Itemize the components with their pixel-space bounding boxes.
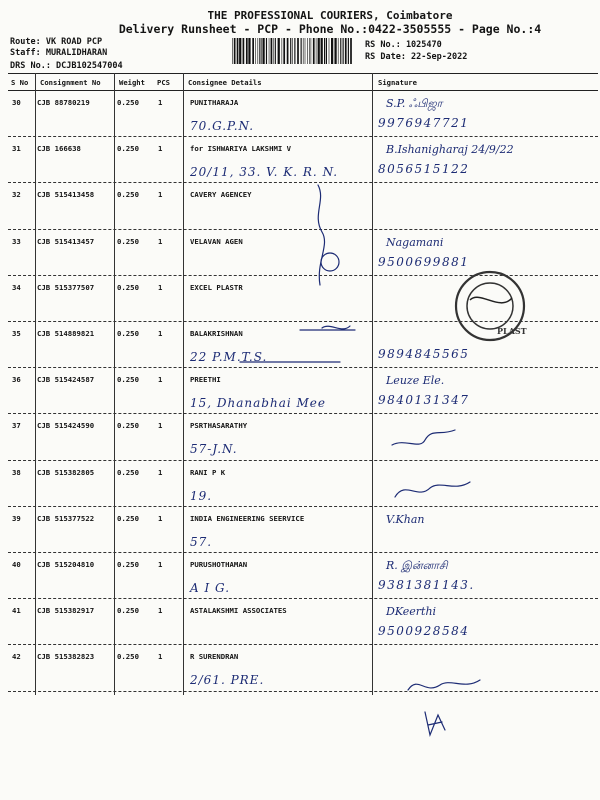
consignee-name: EXCEL PLASTR [190, 282, 243, 292]
consignee-name: PUNITHARAJA [190, 98, 239, 107]
consignment-number: CJB 88780219 [37, 98, 90, 107]
handwritten-signature: S.P. ஃபிஜா [386, 97, 443, 110]
circled-number [321, 253, 339, 271]
consignee-name: PSRTHASARATHY [190, 421, 248, 431]
consignee-name: ASTALAKSHMI ASSOCIATES [190, 606, 287, 616]
row-pcs: 1 [158, 421, 163, 431]
consignee-name: PREETHI [190, 375, 221, 385]
consignment-number: CJB 515382823 [37, 652, 95, 662]
signature-stroke-37 [392, 430, 455, 445]
handwritten-address: 2/61. PRE. [190, 673, 265, 688]
consignee-name: VELAVAN AGEN [190, 236, 243, 246]
handwritten-phone: 8056515122 [378, 162, 470, 177]
handwritten-phone: 9894845565 [378, 347, 470, 361]
handwritten-address: A I G. [190, 581, 231, 595]
row-weight: 0.250 [117, 190, 139, 200]
signature-stroke-38 [395, 482, 470, 497]
handwritten-address: 57-J.N. [190, 442, 238, 457]
handwritten-address: 19. [190, 488, 213, 503]
signature-stroke-42 [408, 680, 480, 690]
row-pcs: 1 [158, 236, 163, 246]
row-weight: 0.250 [117, 282, 139, 292]
row-pcs: 1 [158, 467, 163, 477]
consignment-number: CJB 515204810 [37, 560, 95, 569]
row-sno: 30 [12, 98, 21, 107]
row-weight: 0.250 [117, 329, 139, 338]
row-pcs: 1 [158, 560, 163, 569]
row-weight: 0.250 [117, 98, 139, 107]
row-sno: 36 [12, 375, 21, 385]
row-pcs: 1 [158, 329, 163, 338]
consignment-number: CJB 514889821 [37, 329, 95, 338]
row-pcs: 1 [158, 606, 163, 616]
row-weight: 0.250 [117, 606, 139, 616]
row-pcs: 1 [158, 513, 163, 523]
rs-date: RS Date: 22-Sep-2022 [365, 52, 468, 62]
col-header-consignee: Consignee Details [188, 78, 262, 87]
handwritten-signature: R. இன்னாசி [386, 559, 448, 572]
row-sno: 42 [12, 652, 21, 662]
row-weight: 0.250 [117, 375, 139, 385]
row-weight: 0.250 [117, 513, 139, 523]
consignee-name: for ISHWARIYA LAKSHMI V [190, 144, 292, 154]
initial-mark [425, 712, 445, 735]
row-weight: 0.250 [117, 144, 139, 154]
row-sno: 37 [12, 421, 21, 431]
consignee-name: BALAKRISHNAN [190, 329, 243, 338]
row-pcs: 1 [158, 652, 163, 662]
handwritten-address: 70.G.P.N. [190, 119, 255, 133]
consignment-number: CJB 515382917 [37, 606, 95, 616]
row-weight: 0.250 [117, 652, 139, 662]
col-header-weight: Weight [119, 78, 145, 87]
handwritten-address: 22 P.M.T.S. [190, 350, 268, 364]
handwritten-phone: 9976947721 [378, 116, 470, 130]
row-sno: 34 [12, 282, 21, 292]
consignee-name: INDIA ENGINEERING SEERVICE [190, 513, 305, 523]
handwritten-phone: 9840131347 [378, 393, 470, 408]
row-pcs: 1 [158, 144, 163, 154]
consignment-number: CJB 515413457 [37, 236, 95, 246]
bracket-mark [318, 185, 325, 285]
consignment-number: CJB 515377522 [37, 513, 95, 523]
handwritten-signature: B.Ishanigharaj 24/9/22 [386, 143, 514, 157]
consignment-number: CJB 515382805 [37, 467, 95, 477]
handwritten-address: 20/11, 33. V. K. R. N. [190, 165, 339, 180]
consignment-number: CJB 515413458 [37, 190, 95, 200]
row-weight: 0.250 [117, 421, 139, 431]
handwritten-address: 15, Dhanabhai Mee [190, 396, 326, 411]
rs-number: RS No.: 1025470 [365, 40, 442, 50]
consignee-name: RANI P K [190, 467, 226, 477]
col-header-sno: S No [11, 78, 29, 87]
consignment-number: CJB 515377507 [37, 282, 95, 292]
stamp-text: PLAST [497, 326, 527, 336]
handwritten-address: 57. [190, 534, 213, 549]
row-weight: 0.250 [117, 236, 139, 246]
row-weight: 0.250 [117, 467, 139, 477]
handwritten-phone: 9500699881 [378, 254, 470, 269]
signature-stroke-35 [300, 326, 355, 330]
row-sno: 31 [12, 144, 21, 154]
row-weight: 0.250 [117, 560, 139, 569]
row-sno: 40 [12, 560, 21, 569]
row-sno: 38 [12, 467, 21, 477]
col-header-consignment: Consignment No [40, 78, 101, 87]
handwritten-phone: 9381381143. [378, 578, 475, 592]
row-sno: 32 [12, 190, 21, 200]
col-header-pcs: PCS [157, 78, 170, 87]
row-pcs: 1 [158, 375, 163, 385]
consignee-name: CAVERY AGENCEY [190, 190, 252, 200]
handwritten-signature: Leuze Ele. [386, 374, 445, 388]
row-sno: 35 [12, 329, 21, 338]
staff-label: Staff: MURALIDHARAN [10, 48, 108, 58]
route-label: Route: VK ROAD PCP [10, 37, 103, 47]
runsheet-subtitle: Delivery Runsheet - PCP - Phone No.:0422-3505555 - Page No.:4 [118, 22, 542, 36]
row-pcs: 1 [158, 282, 163, 292]
consignment-number: CJB 515424587 [37, 375, 95, 385]
handwritten-phone: 9500928584 [378, 624, 470, 639]
handwritten-signature: Nagamani [386, 235, 444, 249]
handwritten-signature: V.Khan [386, 512, 425, 526]
row-pcs: 1 [158, 190, 163, 200]
consignment-number: CJB 166638 [37, 144, 81, 154]
row-sno: 39 [12, 513, 21, 523]
handwritten-signature: DKeerthi [386, 605, 437, 619]
company-title: THE PROFESSIONAL COURIERS, Coimbatore [207, 9, 453, 22]
col-header-signature: Signature [378, 78, 417, 87]
consignee-name: R SURENDRAN [190, 652, 239, 662]
row-sno: 33 [12, 236, 21, 246]
consignee-name: PURUSHOTHAMAN [190, 560, 248, 569]
row-sno: 41 [12, 606, 21, 616]
consignment-number: CJB 515424590 [37, 421, 95, 431]
row-pcs: 1 [158, 98, 163, 107]
drs-number: DRS No.: DCJB102547004 [10, 61, 123, 71]
